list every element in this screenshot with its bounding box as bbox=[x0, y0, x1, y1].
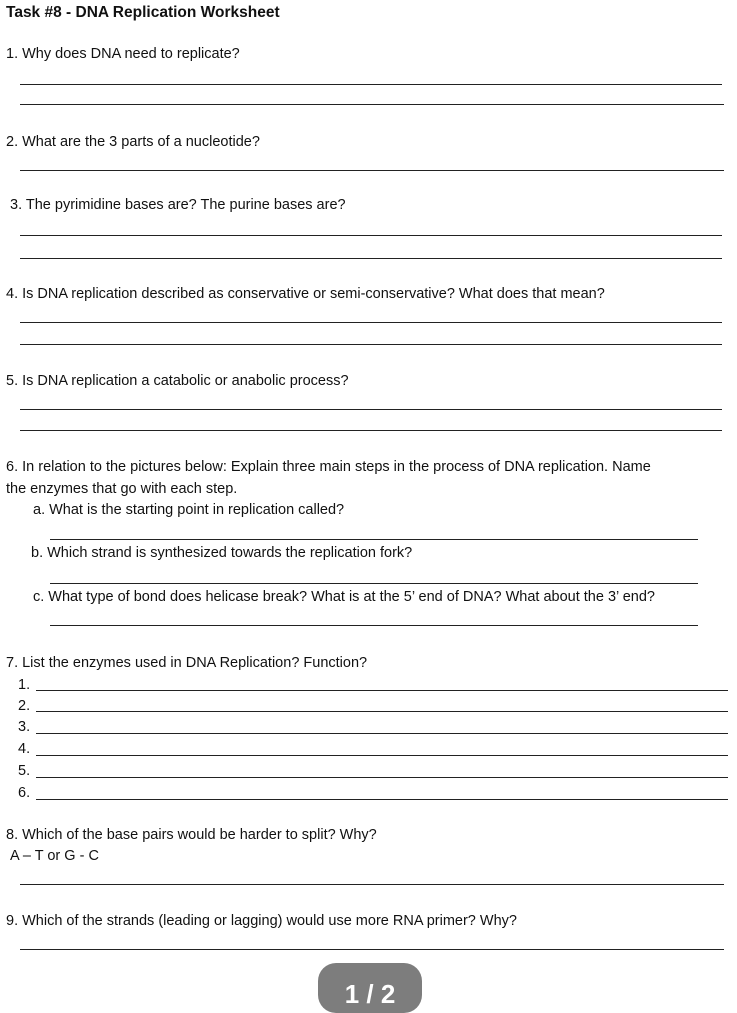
list-item-number: 5. bbox=[18, 763, 31, 779]
list-item-number: 6. bbox=[18, 785, 31, 801]
question-3: 3. The pyrimidine bases are? The purine bases are? bbox=[10, 197, 346, 213]
answer-line[interactable] bbox=[20, 430, 722, 431]
answer-line[interactable] bbox=[20, 949, 724, 950]
list-item-number: 2. bbox=[18, 698, 31, 714]
list-item-number: 1. bbox=[18, 677, 31, 693]
answer-line[interactable] bbox=[50, 625, 698, 626]
question-7: 7. List the enzymes used in DNA Replication? Function? bbox=[6, 655, 368, 671]
question-6-line-2: the enzymes that go with each step. bbox=[6, 481, 238, 497]
question-8: 8. Which of the base pairs would be harder to split? Why? bbox=[6, 827, 377, 843]
question-6-line-1: 6. In relation to the pictures below: Explain three main steps in the process of DNA replication. Name bbox=[6, 459, 651, 475]
list-item-number: 3. bbox=[18, 719, 31, 735]
answer-line[interactable] bbox=[20, 104, 724, 105]
answer-line[interactable] bbox=[50, 539, 698, 540]
page-indicator: 1 / 2 bbox=[318, 963, 422, 1013]
worksheet-title: Task #8 - DNA Replication Worksheet bbox=[6, 4, 280, 21]
answer-line[interactable] bbox=[20, 322, 722, 323]
answer-line[interactable] bbox=[36, 799, 728, 800]
question-9: 9. Which of the strands (leading or lagging) would use more RNA primer? Why? bbox=[6, 913, 517, 929]
list-item-number: 4. bbox=[18, 741, 31, 757]
answer-line[interactable] bbox=[20, 170, 724, 171]
question-4: 4. Is DNA replication described as conservative or semi-conservative? What does that mean? bbox=[6, 286, 605, 302]
answer-line[interactable] bbox=[20, 344, 722, 345]
answer-line[interactable] bbox=[20, 884, 724, 885]
answer-line[interactable] bbox=[20, 235, 722, 236]
question-8-options: A – T or G - C bbox=[10, 848, 99, 864]
answer-line[interactable] bbox=[36, 733, 728, 734]
question-6b: b. Which strand is synthesized towards the replication fork? bbox=[31, 545, 413, 561]
question-6c: c. What type of bond does helicase break? What is at the 5’ end of DNA? What about the 3’ end? bbox=[33, 589, 655, 605]
answer-line[interactable] bbox=[36, 755, 728, 756]
question-1: 1. Why does DNA need to replicate? bbox=[6, 46, 240, 62]
answer-line[interactable] bbox=[50, 583, 698, 584]
question-2: 2. What are the 3 parts of a nucleotide? bbox=[6, 134, 260, 150]
question-6a: a. What is the starting point in replication called? bbox=[33, 502, 345, 518]
answer-line[interactable] bbox=[36, 711, 728, 712]
answer-line[interactable] bbox=[36, 777, 728, 778]
answer-line[interactable] bbox=[20, 84, 722, 85]
question-5: 5. Is DNA replication a catabolic or anabolic process? bbox=[6, 373, 349, 389]
answer-line[interactable] bbox=[36, 690, 728, 691]
answer-line[interactable] bbox=[20, 258, 722, 259]
answer-line[interactable] bbox=[20, 409, 722, 410]
